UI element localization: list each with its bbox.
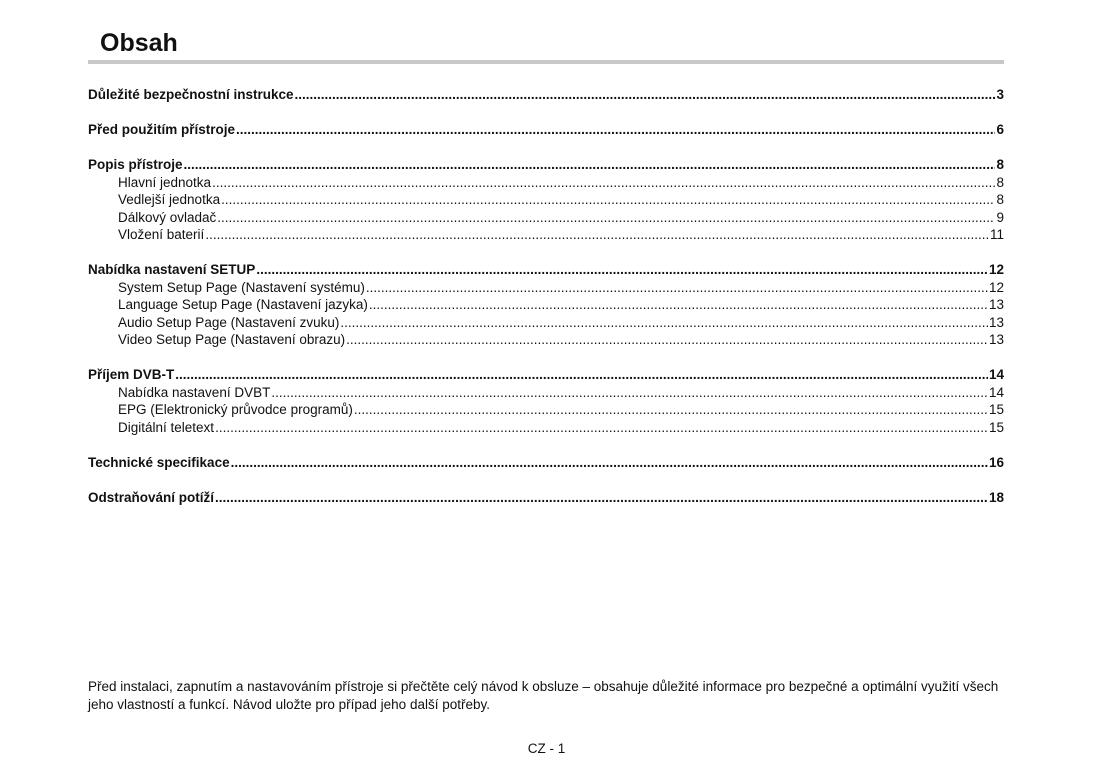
toc-entry-title: Language Setup Page (Nastavení jazyka) xyxy=(118,297,368,312)
toc-entry-page-number: 14 xyxy=(988,367,1004,382)
toc-entry-main[interactable] xyxy=(88,86,1004,104)
page-number: CZ - 1 xyxy=(527,741,566,756)
dot-leader xyxy=(205,226,989,244)
toc-entry-page-number: 9 xyxy=(996,209,1004,225)
dot-leader xyxy=(215,489,988,507)
toc-entry-title: Příjem DVB-T xyxy=(88,367,175,382)
dot-leader xyxy=(369,296,988,314)
dot-leader xyxy=(271,384,988,402)
dot-leader xyxy=(346,331,988,349)
toc-section xyxy=(88,121,1004,139)
toc-entry-page-number: 16 xyxy=(988,454,1004,470)
toc-entry-title: Nabídka nastavení DVBT xyxy=(118,384,271,400)
dot-leader xyxy=(231,454,988,472)
toc-section xyxy=(88,489,1004,507)
toc-entry-title: Odstraňování potíží xyxy=(88,489,215,505)
toc-entry-title: Nabídka nastavení SETUP xyxy=(88,262,256,277)
dot-leader xyxy=(212,174,995,192)
toc-entry-page-number: 12 xyxy=(988,279,1004,295)
toc-section xyxy=(88,454,1004,472)
toc-entry-title: Hlavní jednotka xyxy=(118,174,212,190)
toc-section xyxy=(88,86,1004,104)
dot-leader xyxy=(215,419,988,437)
toc-entry-page-number: 8 xyxy=(996,157,1004,172)
dot-leader xyxy=(354,401,988,419)
toc-entry-page-number: 3 xyxy=(996,87,1004,102)
toc-entry-page-number: 15 xyxy=(988,419,1004,435)
toc-entry-sub[interactable] xyxy=(88,401,1004,419)
toc-section xyxy=(88,366,1004,436)
toc-entry-sub[interactable] xyxy=(88,279,1004,297)
table-of-contents xyxy=(88,86,1004,524)
toc-entry-title: Vedlejší jednotka xyxy=(118,192,221,207)
toc-entry-page-number: 13 xyxy=(988,332,1004,347)
toc-entry-title: EPG (Elektronický průvodce programů) xyxy=(118,402,353,417)
toc-entry-sub[interactable] xyxy=(88,226,1004,244)
toc-entry-page-number: 11 xyxy=(989,227,1004,242)
toc-entry-title: Dálkový ovladač xyxy=(118,209,217,225)
toc-entry-page-number: 14 xyxy=(988,384,1004,400)
toc-entry-sub[interactable] xyxy=(88,331,1004,349)
toc-entry-main[interactable] xyxy=(88,261,1004,279)
toc-entry-sub[interactable] xyxy=(88,191,1004,209)
dot-leader xyxy=(221,191,995,209)
toc-entry-page-number: 8 xyxy=(996,192,1004,207)
toc-entry-page-number: 18 xyxy=(988,489,1004,505)
toc-entry-sub[interactable] xyxy=(88,314,1004,332)
toc-section xyxy=(88,261,1004,349)
dot-leader xyxy=(295,86,996,104)
toc-entry-page-number: 13 xyxy=(988,297,1004,312)
dot-leader xyxy=(184,156,996,174)
dot-leader xyxy=(236,121,995,139)
instruction-note: Před instalaci, zapnutím a nastavováním přístroje si přečtěte celý návod k obsluze – obsahuje důležité informace pro bezpečné a optimální využití všech jeho vlastností a funkcí. Návod uložte pro případ jeho další potřeby. xyxy=(88,679,999,712)
toc-entry-sub[interactable] xyxy=(88,419,1004,437)
toc-entry-page-number: 13 xyxy=(988,314,1004,330)
toc-entry-sub[interactable] xyxy=(88,209,1004,227)
dot-leader xyxy=(175,366,988,384)
page-title: Obsah xyxy=(100,29,178,57)
title-divider xyxy=(88,60,1004,64)
toc-entry-main[interactable] xyxy=(88,366,1004,384)
toc-entry-main[interactable] xyxy=(88,156,1004,174)
dot-leader xyxy=(366,279,988,297)
toc-entry-title: Technické specifikace xyxy=(88,454,230,470)
toc-entry-sub[interactable] xyxy=(88,296,1004,314)
toc-entry-page-number: 15 xyxy=(988,402,1004,417)
toc-entry-title: Před použitím přístroje xyxy=(88,122,236,137)
toc-entry-title: Důležité bezpečnostní instrukce xyxy=(88,87,294,102)
dot-leader xyxy=(217,209,995,227)
toc-entry-title: Digitální teletext xyxy=(118,419,215,435)
toc-entry-page-number: 8 xyxy=(996,174,1004,190)
toc-entry-main[interactable] xyxy=(88,454,1004,472)
toc-entry-page-number: 6 xyxy=(996,122,1004,137)
toc-entry-sub[interactable] xyxy=(88,384,1004,402)
toc-entry-title: Video Setup Page (Nastavení obrazu) xyxy=(118,332,346,347)
toc-section xyxy=(88,156,1004,244)
toc-entry-title: Popis přístroje xyxy=(88,157,183,172)
toc-entry-main[interactable] xyxy=(88,121,1004,139)
toc-entry-title: System Setup Page (Nastavení systému) xyxy=(118,279,365,295)
toc-entry-sub[interactable] xyxy=(88,174,1004,192)
toc-entry-title: Vložení baterií xyxy=(118,227,205,242)
toc-entry-page-number: 12 xyxy=(988,262,1004,277)
toc-entry-main[interactable] xyxy=(88,489,1004,507)
dot-leader xyxy=(256,261,988,279)
toc-entry-title: Audio Setup Page (Nastavení zvuku) xyxy=(118,314,340,330)
dot-leader xyxy=(340,314,988,332)
